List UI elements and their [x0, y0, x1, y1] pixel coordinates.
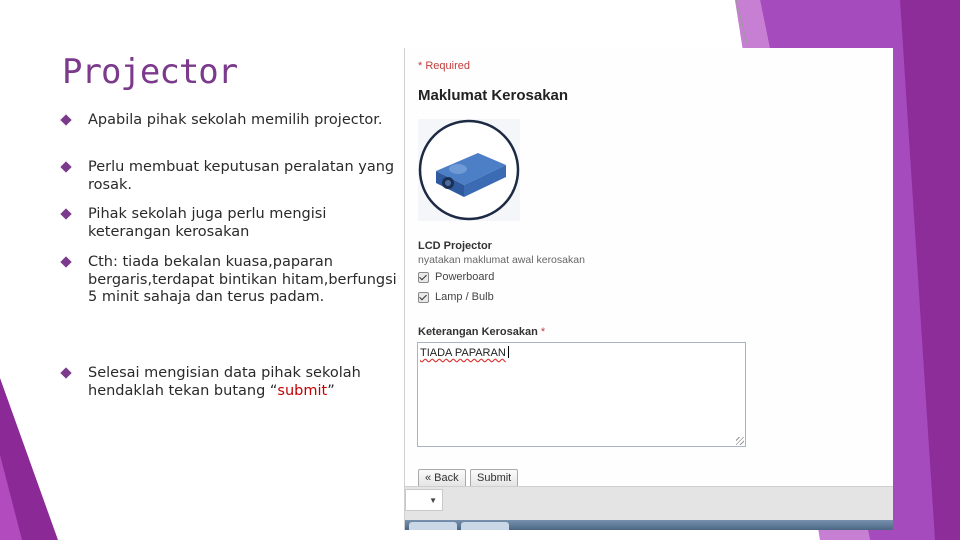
- bullet-item: [62, 159, 408, 194]
- option-label: Lamp / Bulb: [435, 291, 494, 303]
- bullet-text: Perlu membuat keputusan peralatan yang rosak.: [88, 159, 395, 193]
- bullet-item: [62, 206, 408, 241]
- form-screenshot: [404, 48, 893, 530]
- browser-bottom-bar: [405, 486, 893, 521]
- resize-grip-icon[interactable]: [736, 437, 744, 445]
- chevron-down-icon: ▼: [429, 496, 437, 505]
- submit-highlight: submit: [277, 382, 328, 399]
- option-lamp-bulb[interactable]: [418, 291, 494, 303]
- checkbox-checked-icon[interactable]: [418, 272, 429, 283]
- question-help: nyatakan maklumat awal kerosakan: [418, 254, 585, 266]
- bullet-item: [62, 254, 408, 307]
- diamond-bullet-icon: [60, 256, 71, 267]
- required-note: * Required: [418, 60, 470, 72]
- option-label: Powerboard: [435, 271, 495, 283]
- submit-button[interactable]: Submit: [470, 469, 518, 488]
- bullet-text: Pihak sekolah juga perlu mengisi keterangan kerosakan: [88, 206, 327, 240]
- form-section-title: Maklumat Kerosakan: [418, 87, 569, 104]
- keterangan-kerosakan-textarea[interactable]: [417, 342, 746, 447]
- text-caret: [508, 346, 509, 358]
- projector-icon: [418, 119, 520, 221]
- required-star: *: [540, 326, 546, 338]
- slide-title: Projector: [62, 52, 238, 92]
- bullet-text: Cth: tiada bekalan kuasa,paparan bergaris,terdapat bintikan hitam,berfungsi 5 minit sahaja dan terus padam.: [88, 254, 397, 305]
- projector-image: [418, 119, 520, 221]
- bullet-item: [62, 112, 408, 130]
- diamond-bullet-icon: [60, 161, 71, 172]
- dropdown-select[interactable]: [405, 489, 443, 511]
- textarea-label-text: Keterangan Kerosakan: [418, 326, 538, 338]
- diamond-bullet-icon: [60, 367, 71, 378]
- diamond-bullet-icon: [60, 114, 71, 125]
- taskbar-app-icon[interactable]: [409, 522, 457, 530]
- checkbox-checked-icon[interactable]: [418, 292, 429, 303]
- question-title: LCD Projector: [418, 240, 492, 252]
- textarea-label: [418, 326, 545, 338]
- bullet-text: Apabila pihak sekolah memilih projector.: [88, 112, 383, 128]
- textarea-value: TIADA PAPARAN: [420, 347, 506, 359]
- taskbar-app-icon[interactable]: [461, 522, 509, 530]
- bullet-text-end: ”: [327, 382, 335, 399]
- bullet-item: [62, 365, 408, 400]
- bullet-text: Selesai mengisian data pihak sekolah hendaklah tekan butang “: [88, 365, 361, 399]
- back-button[interactable]: « Back: [418, 469, 466, 488]
- option-powerboard[interactable]: [418, 271, 494, 283]
- diamond-bullet-icon: [60, 208, 71, 219]
